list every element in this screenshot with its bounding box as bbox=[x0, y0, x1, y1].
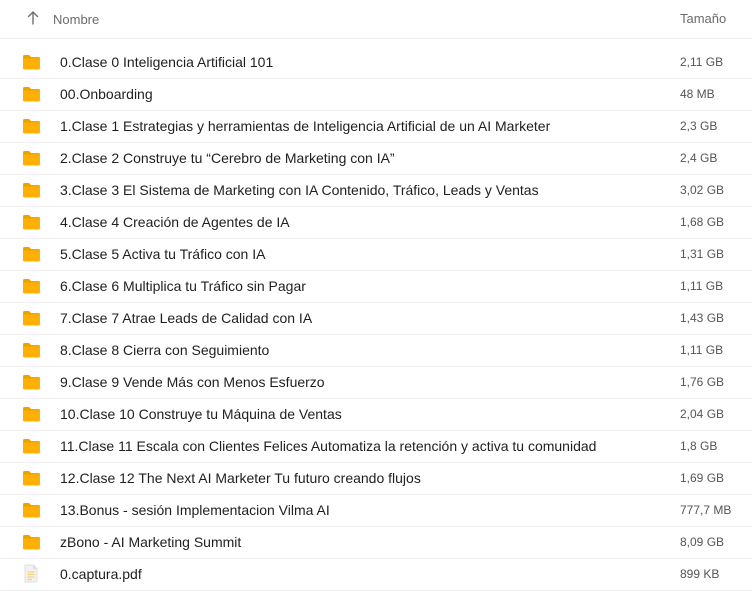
item-size: 1,8 GB bbox=[680, 439, 718, 453]
item-size: 1,69 GB bbox=[680, 471, 725, 485]
item-name: 5.Clase 5 Activa tu Tráfico con IA bbox=[60, 246, 266, 262]
folder-icon bbox=[22, 86, 41, 102]
folder-row[interactable] bbox=[0, 335, 752, 367]
folder-icon bbox=[22, 470, 41, 486]
folder-icon bbox=[22, 246, 41, 262]
item-name: 11.Clase 11 Escala con Clientes Felices Automatiza la retención y activa tu comunidad bbox=[60, 438, 597, 454]
item-name: 0.captura.pdf bbox=[60, 566, 142, 582]
folder-row[interactable] bbox=[0, 207, 752, 239]
folder-icon bbox=[22, 150, 41, 166]
item-size: 3,02 GB bbox=[680, 183, 725, 197]
item-size: 1,31 GB bbox=[680, 247, 725, 261]
item-size: 1,11 GB bbox=[680, 343, 724, 357]
folder-icon bbox=[22, 374, 41, 390]
folder-row[interactable] bbox=[0, 399, 752, 431]
column-header bbox=[0, 0, 752, 39]
item-size: 2,3 GB bbox=[680, 119, 718, 133]
item-name: 10.Clase 10 Construye tu Máquina de Ventas bbox=[60, 406, 342, 422]
folder-row[interactable] bbox=[0, 463, 752, 495]
file-row[interactable] bbox=[0, 559, 752, 591]
item-rows bbox=[0, 47, 752, 591]
folder-icon bbox=[22, 182, 41, 198]
column-size-header[interactable]: Tamaño bbox=[680, 11, 727, 26]
item-name: 1.Clase 1 Estrategias y herramientas de Inteligencia Artificial de un AI Marketer bbox=[60, 118, 551, 134]
folder-row[interactable] bbox=[0, 431, 752, 463]
folder-row[interactable] bbox=[0, 47, 752, 79]
item-size: 2,4 GB bbox=[680, 151, 718, 165]
folder-icon bbox=[22, 406, 41, 422]
item-size: 2,04 GB bbox=[680, 407, 725, 421]
folder-row[interactable] bbox=[0, 271, 752, 303]
folder-icon bbox=[22, 310, 41, 326]
folder-icon bbox=[22, 118, 41, 134]
item-name: 9.Clase 9 Vende Más con Menos Esfuerzo bbox=[60, 374, 325, 390]
item-name: 4.Clase 4 Creación de Agentes de IA bbox=[60, 214, 290, 230]
item-name: 2.Clase 2 Construye tu “Cerebro de Marketing con IA” bbox=[60, 150, 395, 166]
item-size: 2,11 GB bbox=[680, 55, 724, 69]
item-name: 7.Clase 7 Atrae Leads de Calidad con IA bbox=[60, 310, 313, 326]
folder-icon bbox=[22, 54, 41, 70]
item-size: 899 KB bbox=[680, 567, 720, 581]
arrow-up-icon[interactable] bbox=[26, 10, 40, 26]
folder-icon bbox=[22, 278, 41, 294]
item-size: 1,76 GB bbox=[680, 375, 725, 389]
item-size: 1,68 GB bbox=[680, 215, 725, 229]
item-name: 6.Clase 6 Multiplica tu Tráfico sin Pagar bbox=[60, 278, 306, 294]
folder-row[interactable] bbox=[0, 495, 752, 527]
folder-row[interactable] bbox=[0, 79, 752, 111]
document-file-icon bbox=[24, 564, 38, 583]
item-name: 12.Clase 12 The Next AI Marketer Tu futuro creando flujos bbox=[60, 470, 421, 486]
item-name: 00.Onboarding bbox=[60, 86, 153, 102]
item-name: zBono - AI Marketing Summit bbox=[60, 534, 242, 550]
item-size: 1,11 GB bbox=[680, 279, 724, 293]
item-size: 1,43 GB bbox=[680, 311, 725, 325]
item-size: 777,7 MB bbox=[680, 503, 732, 517]
folder-row[interactable] bbox=[0, 239, 752, 271]
folder-row[interactable] bbox=[0, 527, 752, 559]
folder-icon bbox=[22, 438, 41, 454]
item-name: 13.Bonus - sesión Implementacion Vilma AI bbox=[60, 502, 330, 518]
folder-row[interactable] bbox=[0, 303, 752, 335]
folder-row[interactable] bbox=[0, 143, 752, 175]
column-name-header[interactable]: Nombre bbox=[53, 12, 100, 27]
item-size: 8,09 GB bbox=[680, 535, 725, 549]
item-name: 0.Clase 0 Inteligencia Artificial 101 bbox=[60, 54, 274, 70]
folder-icon bbox=[22, 534, 41, 550]
folder-row[interactable] bbox=[0, 367, 752, 399]
folder-icon bbox=[22, 214, 41, 230]
item-size: 48 MB bbox=[680, 87, 715, 101]
folder-icon bbox=[22, 342, 41, 358]
folder-row[interactable] bbox=[0, 175, 752, 207]
folder-icon bbox=[22, 502, 41, 518]
item-name: 8.Clase 8 Cierra con Seguimiento bbox=[60, 342, 270, 358]
folder-row[interactable] bbox=[0, 111, 752, 143]
item-name: 3.Clase 3 El Sistema de Marketing con IA Contenido, Tráfico, Leads y Ventas bbox=[60, 182, 539, 198]
